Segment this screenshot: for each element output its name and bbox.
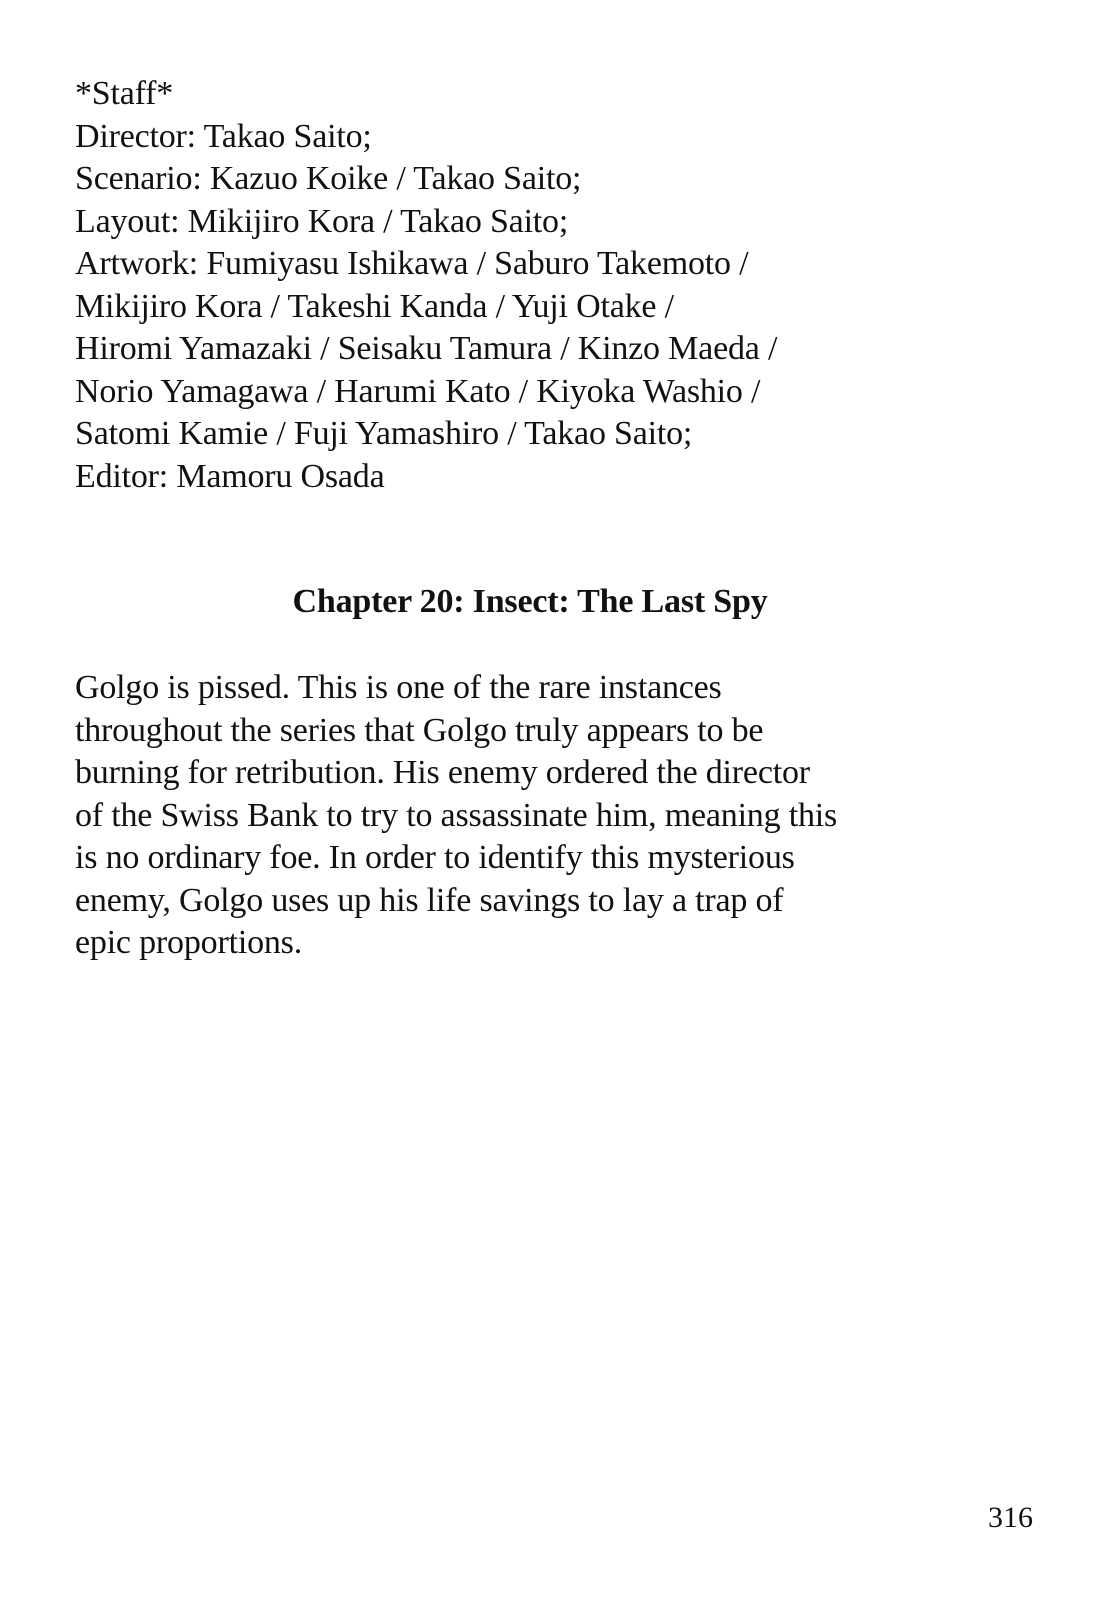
staff-editor: Editor: Mamoru Osada <box>75 457 385 495</box>
staff-artwork-continued: Mikijiro Kora / Takeshi Kanda / Yuji Otake / <box>75 287 674 325</box>
chapter-summary <box>75 667 1035 965</box>
summary-line: of the Swiss Bank to try to assassinate him, meaning this <box>75 796 838 834</box>
staff-artwork: Artwork: Fumiyasu Ishikawa / Saburo Takemoto / <box>75 245 749 282</box>
summary-line: Golgo is pissed. This is one of the rare instances <box>75 669 722 706</box>
staff-heading: *Staff* <box>75 75 174 112</box>
staff-artwork-continued: Satomi Kamie / Fuji Yamashiro / Takao Saito; <box>75 415 693 452</box>
page-number: 316 <box>988 1501 1033 1534</box>
staff-layout: Layout: Mikijiro Kora / Takao Saito; <box>75 202 569 240</box>
staff-credits <box>75 73 1035 498</box>
chapter-title: Chapter 20: Insect: The Last Spy <box>292 583 768 620</box>
summary-line: epic proportions. <box>75 924 302 961</box>
summary-line: burning for retribution. His enemy ordered the director <box>75 754 810 791</box>
summary-line: enemy, Golgo uses up his life savings to lay a trap of <box>75 881 784 919</box>
summary-line: is no ordinary foe. In order to identify this mysterious <box>75 839 795 876</box>
staff-scenario: Scenario: Kazuo Koike / Takao Saito; <box>75 160 582 197</box>
staff-artwork-continued: Norio Yamagawa / Harumi Kato / Kiyoka Washio / <box>75 372 761 410</box>
staff-artwork-continued: Hiromi Yamazaki / Seisaku Tamura / Kinzo Maeda / <box>75 330 778 367</box>
staff-director: Director: Takao Saito; <box>75 117 372 155</box>
summary-line: throughout the series that Golgo truly appears to be <box>75 711 764 749</box>
